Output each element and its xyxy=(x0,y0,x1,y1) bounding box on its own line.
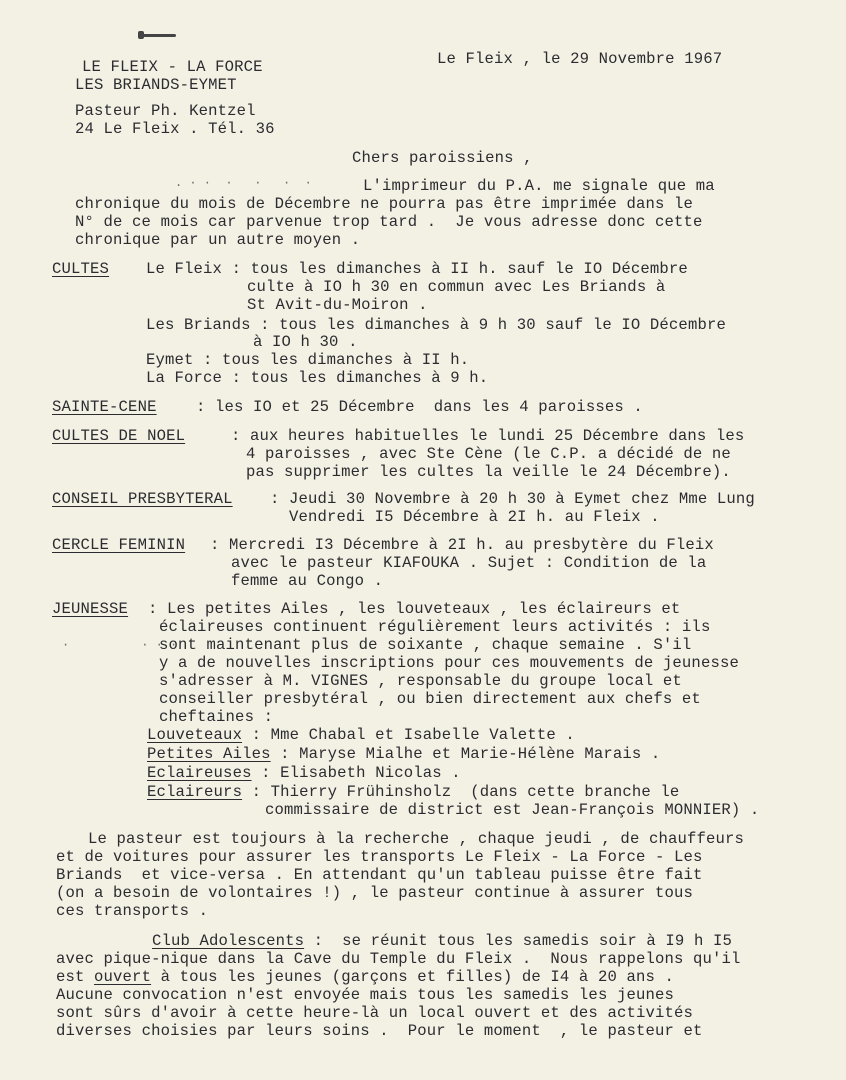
section-label-noel: CULTES DE NOEL xyxy=(52,427,186,445)
group-leaders: : Elisabeth Nicolas . xyxy=(251,764,461,782)
group-row xyxy=(147,783,679,801)
group-label: Petites Ailes xyxy=(147,745,271,763)
group-row xyxy=(147,726,575,744)
margin-dots: . · · · · · · xyxy=(175,176,312,190)
transport-line: Briands et vice-versa . En attendant qu'un tableau puisse être fait xyxy=(56,866,703,884)
group-row xyxy=(147,745,660,763)
cultes-line: St Avit-du-Moiron . xyxy=(247,296,428,314)
club-line: Club Adolescents : se réunit tous les samedis soir à I9 h I5 xyxy=(152,932,732,950)
section-label-sainte-cene: SAINTE-CENE xyxy=(52,398,157,416)
noel-line: 4 paroisses , avec Ste Cène (le C.P. a décidé de ne xyxy=(246,445,731,463)
cultes-line: Les Briands : tous les dimanches à 9 h 30 sauf le IO Décembre xyxy=(146,316,726,334)
group-label: Louveteaux xyxy=(147,726,243,744)
group-continuation: commissaire de district est Jean-François MONNIER) . xyxy=(265,801,760,819)
noel-line: pas supprimer les cultes la veille le 24 Décembre). xyxy=(246,463,731,481)
jeunesse-line: s'adresser à M. VIGNES , responsable du groupe local et xyxy=(159,672,682,690)
cercle-line: avec le pasteur KIAFOUKA . Sujet : Condition de la xyxy=(231,554,707,572)
club-line: diverses choisies par leurs soins . Pour le moment , le pasteur et xyxy=(56,1022,703,1040)
sainte-cene-text: : les IO et 25 Décembre dans les 4 paroisses . xyxy=(196,398,643,416)
parish-name-line1: LE FLEIX - LA FORCE xyxy=(82,58,263,76)
group-leaders: : Mme Chabal et Isabelle Valette . xyxy=(242,726,575,744)
noel-line: : aux heures habituelles le lundi 25 Décembre dans les xyxy=(231,427,745,445)
date-line: Le Fleix , le 29 Novembre 1967 xyxy=(437,50,723,68)
intro-line: L'imprimeur du P.A. me signale que ma xyxy=(363,177,715,195)
intro-line: chronique du mois de Décembre ne pourra pas être imprimée dans le xyxy=(75,195,694,213)
cultes-line: La Force : tous les dimanches à 9 h. xyxy=(146,369,489,387)
cultes-line: culte à IO h 30 en commun avec Les Briands à xyxy=(247,278,666,296)
club-label: Club Adolescents xyxy=(152,932,305,950)
cercle-line: femme au Congo . xyxy=(231,572,384,590)
transport-line: Le pasteur est toujours à la recherche , chaque jeudi , de chauffeurs xyxy=(88,830,745,848)
greeting: Chers paroissiens , xyxy=(352,149,533,167)
section-label-cultes: CULTES xyxy=(52,260,110,278)
jeunesse-line: sont maintenant plus de soixante , chaque semaine . S'il xyxy=(159,636,692,654)
parish-name-line2: LES BRIANDS-EYMET xyxy=(75,76,237,94)
jeunesse-line: conseiller presbytéral , ou bien directement aux chefs et xyxy=(159,690,701,708)
transport-line: ces transports . xyxy=(56,902,209,920)
intro-line: N° de ce mois car parvenue trop tard . Je vous adresse donc cette xyxy=(75,213,703,231)
jeunesse-line: : Les petites Ailes , les louveteaux , les éclaireurs et xyxy=(148,600,681,618)
jeunesse-line: cheftaines : xyxy=(159,708,274,726)
transport-line: et de voitures pour assurer les transports Le Fleix - La Force - Les xyxy=(56,848,703,866)
group-label: Eclaireurs xyxy=(147,783,243,801)
group-row xyxy=(147,764,461,782)
section-label-jeunesse: JEUNESSE xyxy=(52,600,129,618)
group-leaders: : Thierry Frühinsholz (dans cette branche le xyxy=(242,783,680,801)
group-leaders: : Maryse Mialhe et Marie-Hélène Marais . xyxy=(270,745,661,763)
cercle-line: : Mercredi I3 Décembre à 2I h. au presbytère du Fleix xyxy=(210,536,714,554)
conseil-line: : Jeudi 30 Novembre à 20 h 30 à Eymet chez Mme Lung xyxy=(270,490,755,508)
ink-mark xyxy=(140,34,176,37)
cultes-line: Le Fleix : tous les dimanches à II h. sauf le IO Décembre xyxy=(146,260,688,278)
club-line: avec pique-nique dans la Cave du Temple du Fleix . Nous rappelons qu'il xyxy=(56,950,741,968)
jeunesse-line: y a de nouvelles inscriptions pour ces mouvements de jeunesse xyxy=(159,654,739,672)
pastor-address: 24 Le Fleix . Tél. 36 xyxy=(75,120,275,138)
conseil-line: Vendredi I5 Décembre à 2I h. au Fleix . xyxy=(289,508,660,526)
pastor-name: Pasteur Ph. Kentzel xyxy=(75,102,256,120)
intro-line: chronique par un autre moyen . xyxy=(75,231,361,249)
margin-dots: · · · · xyxy=(62,638,178,652)
club-line: est ouvert à tous les jeunes (garçons et filles) de I4 à 20 ans . xyxy=(56,968,675,986)
jeunesse-line: éclaireuses continuent régulièrement leurs activités : ils xyxy=(159,618,711,636)
cultes-line: à IO h 30 . xyxy=(253,333,358,351)
club-line: Aucune convocation n'est envoyée mais tous les samedis les jeunes xyxy=(56,986,675,1004)
club-line: sont sûrs d'avoir à cette heure-là un local ouvert et des activités xyxy=(56,1004,694,1022)
section-label-cercle: CERCLE FEMININ xyxy=(52,536,186,554)
cultes-line: Eymet : tous les dimanches à II h. xyxy=(146,351,470,369)
transport-line: (on a besoin de volontaires !) , le pasteur continue à assurer tous xyxy=(56,884,694,902)
section-label-conseil: CONSEIL PRESBYTERAL xyxy=(52,490,233,508)
group-label: Eclaireuses xyxy=(147,764,252,782)
